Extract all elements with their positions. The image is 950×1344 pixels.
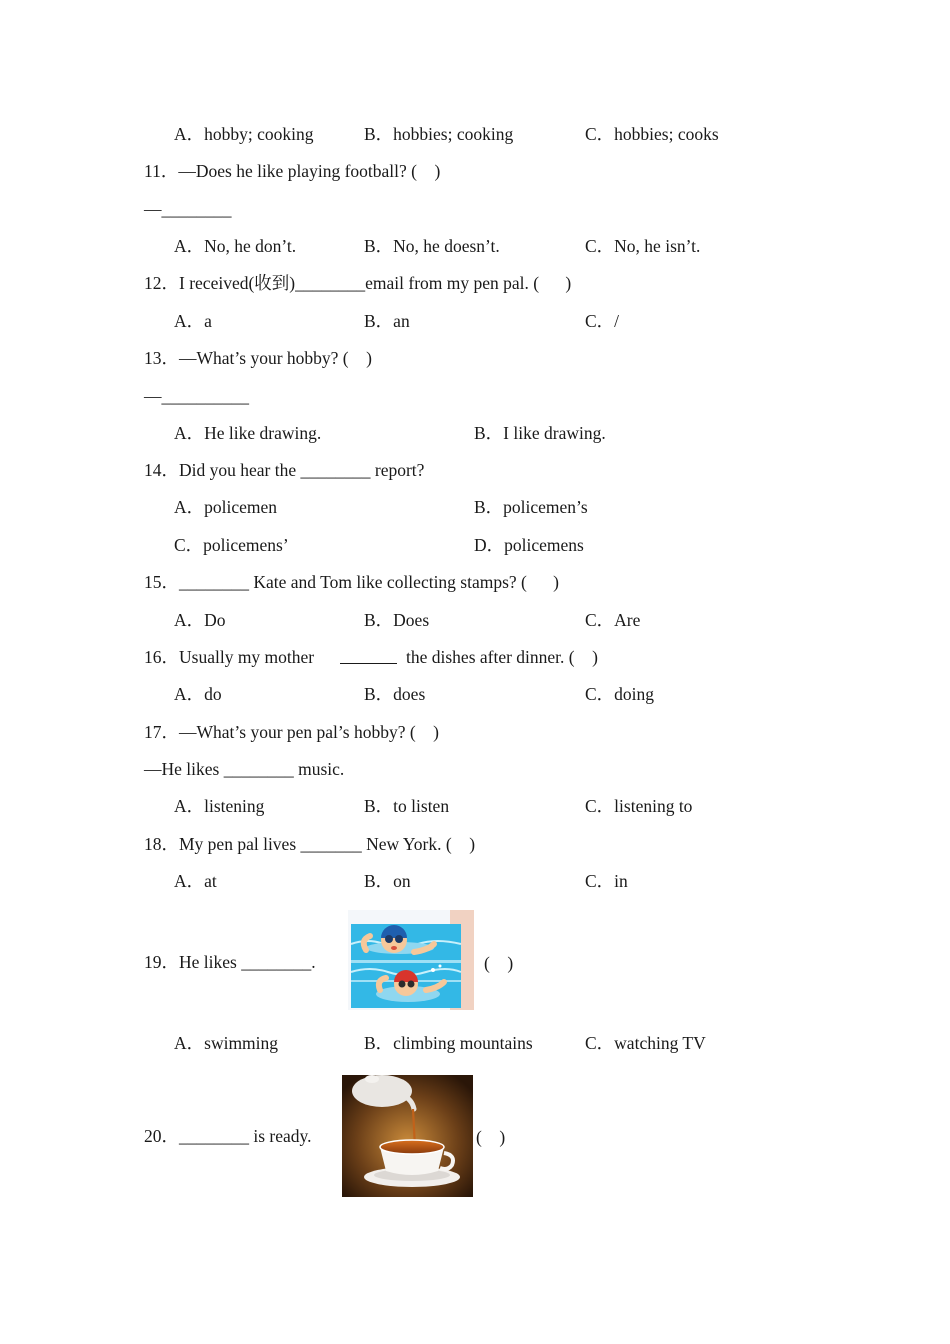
q13-answer-blank: —__________ xyxy=(144,386,249,406)
q11-stem: 11．—Does he like playing football? ( ) xyxy=(144,161,441,181)
q15-option-b: B．Does xyxy=(364,610,430,630)
q20-answer-paren: ( ) xyxy=(476,1127,506,1147)
q18-option-c: C．in xyxy=(585,871,628,891)
q11-answer-blank: —________ xyxy=(144,199,232,219)
q19-answer-paren: ( ) xyxy=(484,953,514,973)
q13-option-a: A．He like drawing. xyxy=(174,423,322,443)
q16-option-a: A．do xyxy=(174,684,222,704)
q12-option-c: C．/ xyxy=(585,311,620,331)
q18-option-a: A．at xyxy=(174,871,217,891)
q15-stem: 15．________ Kate and Tom like collecting stamps? ( ) xyxy=(144,572,559,592)
q18-stem: 18．My pen pal lives _______ New York. ( ) xyxy=(144,834,476,854)
q19-stem: 19．He likes ________. xyxy=(144,952,316,972)
q10-option-a: A．hobby; cooking xyxy=(174,124,314,144)
q19-option-b: B．climbing mountains xyxy=(364,1033,533,1053)
q15-option-a: A．Do xyxy=(174,610,226,630)
q17-stem: 17．—What’s your pen pal’s hobby? ( ) xyxy=(144,722,440,742)
q20-stem: 20．________ is ready. xyxy=(144,1126,312,1146)
q15-option-c: C．Are xyxy=(585,610,641,630)
q13-stem: 13．—What’s your hobby? ( ) xyxy=(144,348,372,368)
q18-option-b: B．on xyxy=(364,871,411,891)
q14-option-b: B．policemen’s xyxy=(474,497,588,517)
q12-option-a: A．a xyxy=(174,311,212,331)
q11-option-b: B．No, he doesn’t. xyxy=(364,236,500,256)
q11-option-c: C．No, he isn’t. xyxy=(585,236,701,256)
q16-stem-before: 16．Usually my mother xyxy=(144,647,315,667)
q10-option-c: C．hobbies; cooks xyxy=(585,124,719,144)
q11-option-a: A．No, he don’t. xyxy=(174,236,297,256)
q19-option-a: A．swimming xyxy=(174,1033,279,1053)
q16-option-c: C．doing xyxy=(585,684,655,704)
tea-pouring-image xyxy=(342,1075,473,1197)
q14-option-c: C．policemens’ xyxy=(174,535,289,555)
q12-stem: 12．I received(收到)________email from my pen pal. ( ) xyxy=(144,273,572,293)
q12-option-b: B．an xyxy=(364,311,410,331)
q17-answer: —He likes ________ music. xyxy=(144,759,345,779)
q13-option-b: B．I like drawing. xyxy=(474,423,606,443)
q16-blank-line xyxy=(340,663,397,664)
q16-stem-after: the dishes after dinner. ( ) xyxy=(406,647,598,667)
swimming-children-image xyxy=(348,910,474,1010)
q16-option-b: B．does xyxy=(364,684,426,704)
q14-option-a: A．policemen xyxy=(174,497,278,517)
q10-option-b: B．hobbies; cooking xyxy=(364,124,514,144)
q14-option-d: D．policemens xyxy=(474,535,584,555)
q17-option-c: C．listening to xyxy=(585,796,693,816)
q17-option-b: B．to listen xyxy=(364,796,450,816)
q17-option-a: A．listening xyxy=(174,796,265,816)
q14-stem: 14．Did you hear the ________ report? xyxy=(144,460,425,480)
q19-option-c: C．watching TV xyxy=(585,1033,706,1053)
